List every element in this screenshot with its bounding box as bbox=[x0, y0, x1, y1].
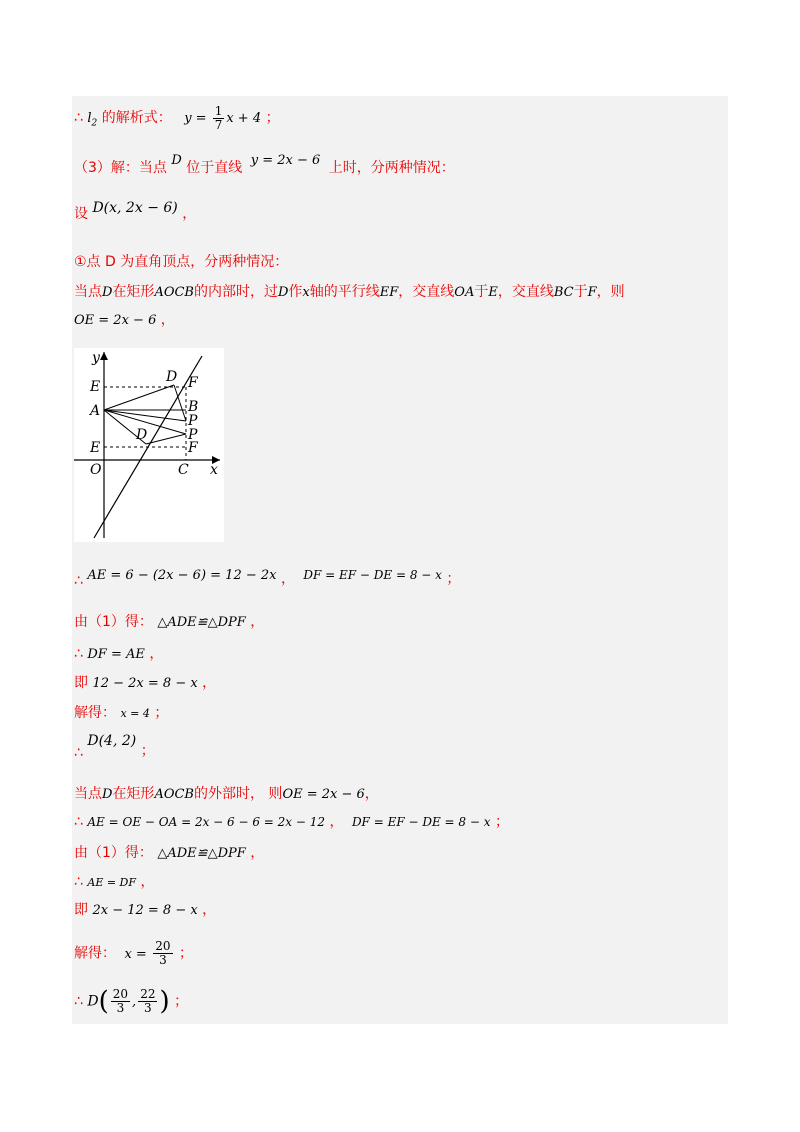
math: DF = EF − DE = 8 − x bbox=[303, 568, 442, 582]
line-D-result-1 bbox=[74, 733, 155, 761]
line-AE-DF-outside bbox=[74, 812, 509, 832]
math: △ADE≌△DPF bbox=[157, 615, 246, 630]
point-D: D bbox=[102, 285, 113, 300]
math: x = 4 bbox=[120, 707, 150, 720]
therefore-symbol: ∴ bbox=[74, 993, 83, 1010]
math: y = 2x − 6 bbox=[250, 153, 321, 168]
denominator: 3 bbox=[116, 1001, 125, 1015]
therefore-symbol: ∴ bbox=[74, 874, 83, 890]
point-E: E bbox=[488, 285, 498, 300]
denominator: 7 bbox=[214, 118, 223, 132]
text: 在矩形 bbox=[112, 786, 155, 802]
line-solution-2 bbox=[74, 940, 193, 967]
text: 轴的平行线 bbox=[309, 284, 380, 300]
label-D-lower: D bbox=[136, 427, 148, 443]
label-E-lower: E bbox=[90, 440, 101, 456]
fraction bbox=[213, 105, 225, 132]
text: 设 bbox=[74, 206, 88, 222]
therefore-symbol: ∴ bbox=[74, 646, 83, 662]
line-solution-1 bbox=[74, 703, 168, 724]
label-y: y bbox=[92, 350, 100, 366]
text: 作 bbox=[288, 284, 303, 300]
text: 即 bbox=[74, 675, 88, 691]
text: 的外部时， 则 bbox=[193, 786, 283, 802]
label-F-lower: F bbox=[188, 440, 198, 456]
math: AE = 6 − (2x − 6) = 12 − 2x bbox=[87, 568, 277, 583]
punct: ， bbox=[250, 614, 265, 630]
text: ，交直线 bbox=[398, 284, 455, 300]
line-equation-1 bbox=[74, 673, 216, 694]
fraction bbox=[153, 940, 172, 967]
text: 于 bbox=[573, 284, 588, 300]
point-D: D bbox=[171, 153, 182, 168]
punct: ， bbox=[202, 902, 217, 918]
label-O: O bbox=[90, 462, 102, 478]
math: y = bbox=[184, 111, 207, 126]
segment-EF: EF bbox=[379, 285, 399, 300]
line-label: l bbox=[87, 111, 92, 126]
label-E-upper: E bbox=[90, 379, 101, 395]
line-BC: BC bbox=[553, 285, 574, 300]
punct: ， bbox=[160, 312, 175, 328]
line-D-result-2 bbox=[74, 988, 188, 1015]
math: 12 − 2x = 8 − x bbox=[92, 676, 198, 691]
label-B: B bbox=[188, 399, 199, 415]
math: D(x, 2x − 6) bbox=[92, 200, 178, 216]
text: 解得： bbox=[74, 705, 116, 721]
point-D: D bbox=[277, 285, 289, 300]
text: 的内部时，过 bbox=[193, 284, 278, 300]
right-paren: ) bbox=[159, 986, 170, 1017]
line-part3-intro bbox=[74, 153, 455, 179]
point-F: F bbox=[587, 285, 597, 300]
line-case1-inside bbox=[74, 282, 625, 303]
math: DF = AE bbox=[87, 647, 145, 662]
punct: ， bbox=[140, 874, 155, 890]
line-case-outside bbox=[74, 784, 379, 805]
axis-x: x bbox=[302, 285, 310, 300]
therefore-symbol: ∴ bbox=[74, 814, 83, 830]
numerator: 20 bbox=[112, 987, 129, 1001]
text: 当点 bbox=[74, 284, 102, 300]
math: OE = 2x − 6 bbox=[282, 787, 365, 802]
line-l2-expression bbox=[74, 105, 280, 134]
text: 即 bbox=[74, 902, 88, 918]
text: 当点 bbox=[74, 786, 102, 802]
text: 解得： bbox=[74, 945, 116, 962]
label-D-upper: D bbox=[166, 369, 178, 385]
line-AE-equals-DF bbox=[74, 872, 154, 893]
label-F-upper: F bbox=[188, 375, 198, 391]
therefore-symbol: ∴ bbox=[74, 573, 83, 589]
punct: ， bbox=[202, 675, 217, 691]
text: ，交直线 bbox=[497, 284, 554, 300]
line-OA: OA bbox=[454, 285, 475, 300]
punct: ； bbox=[494, 814, 509, 830]
punct: ； bbox=[446, 571, 461, 587]
math: x = bbox=[124, 946, 147, 962]
therefore-symbol: ∴ bbox=[74, 110, 83, 126]
label-P-upper: P bbox=[188, 413, 198, 429]
punct: ； bbox=[154, 705, 169, 721]
math: AE = OE − OA = 2x − 6 − 6 = 2x − 12 bbox=[87, 815, 326, 829]
solution-panel bbox=[72, 96, 728, 1024]
comma: , bbox=[132, 994, 137, 1010]
fraction-x bbox=[111, 988, 130, 1015]
segment-DP-lower bbox=[146, 434, 186, 444]
text: ，则 bbox=[596, 284, 625, 300]
math: OE = 2x − 6 bbox=[74, 313, 157, 328]
math: x + 4 bbox=[226, 111, 262, 126]
fraction-y bbox=[138, 988, 157, 1015]
figure-svg bbox=[74, 348, 224, 542]
label-C: C bbox=[178, 462, 189, 478]
line-DF-AE bbox=[74, 644, 163, 665]
denominator: 3 bbox=[144, 1001, 152, 1015]
punct: ， bbox=[329, 814, 344, 830]
punct: ， bbox=[280, 571, 295, 587]
line-congruence-1 bbox=[74, 612, 264, 633]
text: 由（1）得： bbox=[74, 845, 153, 861]
text: 在矩形 bbox=[112, 284, 155, 300]
point-D: D bbox=[87, 993, 99, 1010]
therefore-symbol: ∴ bbox=[74, 745, 83, 761]
numerator: 20 bbox=[155, 939, 171, 953]
math: AE = DF bbox=[87, 876, 137, 889]
punct: ， bbox=[182, 206, 197, 222]
line-AE-DF bbox=[74, 565, 461, 589]
line-case1 bbox=[74, 252, 288, 272]
rect-name: AOCB bbox=[154, 787, 194, 802]
numerator: 1 bbox=[214, 104, 223, 118]
punct: ， bbox=[250, 845, 265, 861]
label-P-lower: P bbox=[188, 427, 198, 443]
punct: ； bbox=[174, 993, 189, 1010]
label-x: x bbox=[210, 462, 218, 478]
line-equation-2 bbox=[74, 900, 216, 921]
segment-DP-upper bbox=[174, 385, 186, 421]
text: 上时，分两种情况： bbox=[328, 160, 455, 176]
math: D(4, 2) bbox=[87, 733, 137, 749]
text: ①点 D 为直角顶点，分两种情况： bbox=[74, 254, 289, 270]
text: 的解析式： bbox=[101, 110, 172, 126]
punct: ； bbox=[265, 110, 280, 126]
y-axis-arrow bbox=[100, 352, 108, 360]
line-set-D bbox=[74, 200, 197, 224]
punct: ； bbox=[179, 945, 193, 962]
punct: ； bbox=[140, 743, 155, 759]
line-congruence-2 bbox=[74, 843, 264, 864]
math: △ADE≌△DPF bbox=[157, 846, 246, 861]
left-paren: ( bbox=[98, 986, 109, 1017]
segment-AD-upper bbox=[104, 385, 174, 410]
geometry-figure bbox=[74, 348, 224, 542]
point-D: D bbox=[102, 787, 113, 802]
text: 由（1）得： bbox=[74, 614, 153, 630]
punct: ， bbox=[149, 646, 164, 662]
line-OE bbox=[74, 310, 175, 331]
text: 位于直线 bbox=[186, 160, 243, 176]
label-A: A bbox=[90, 403, 101, 419]
rect-name: AOCB bbox=[154, 285, 194, 300]
math: 2x − 12 = 8 − x bbox=[92, 903, 198, 918]
punct: ， bbox=[364, 786, 379, 802]
text: 于 bbox=[474, 284, 489, 300]
math: DF = EF − DE = 8 − x bbox=[351, 815, 491, 829]
denominator: 3 bbox=[159, 953, 167, 967]
numerator: 22 bbox=[140, 987, 156, 1001]
text: （3）解：当点 bbox=[74, 160, 167, 176]
line-subscript: 2 bbox=[91, 118, 98, 129]
